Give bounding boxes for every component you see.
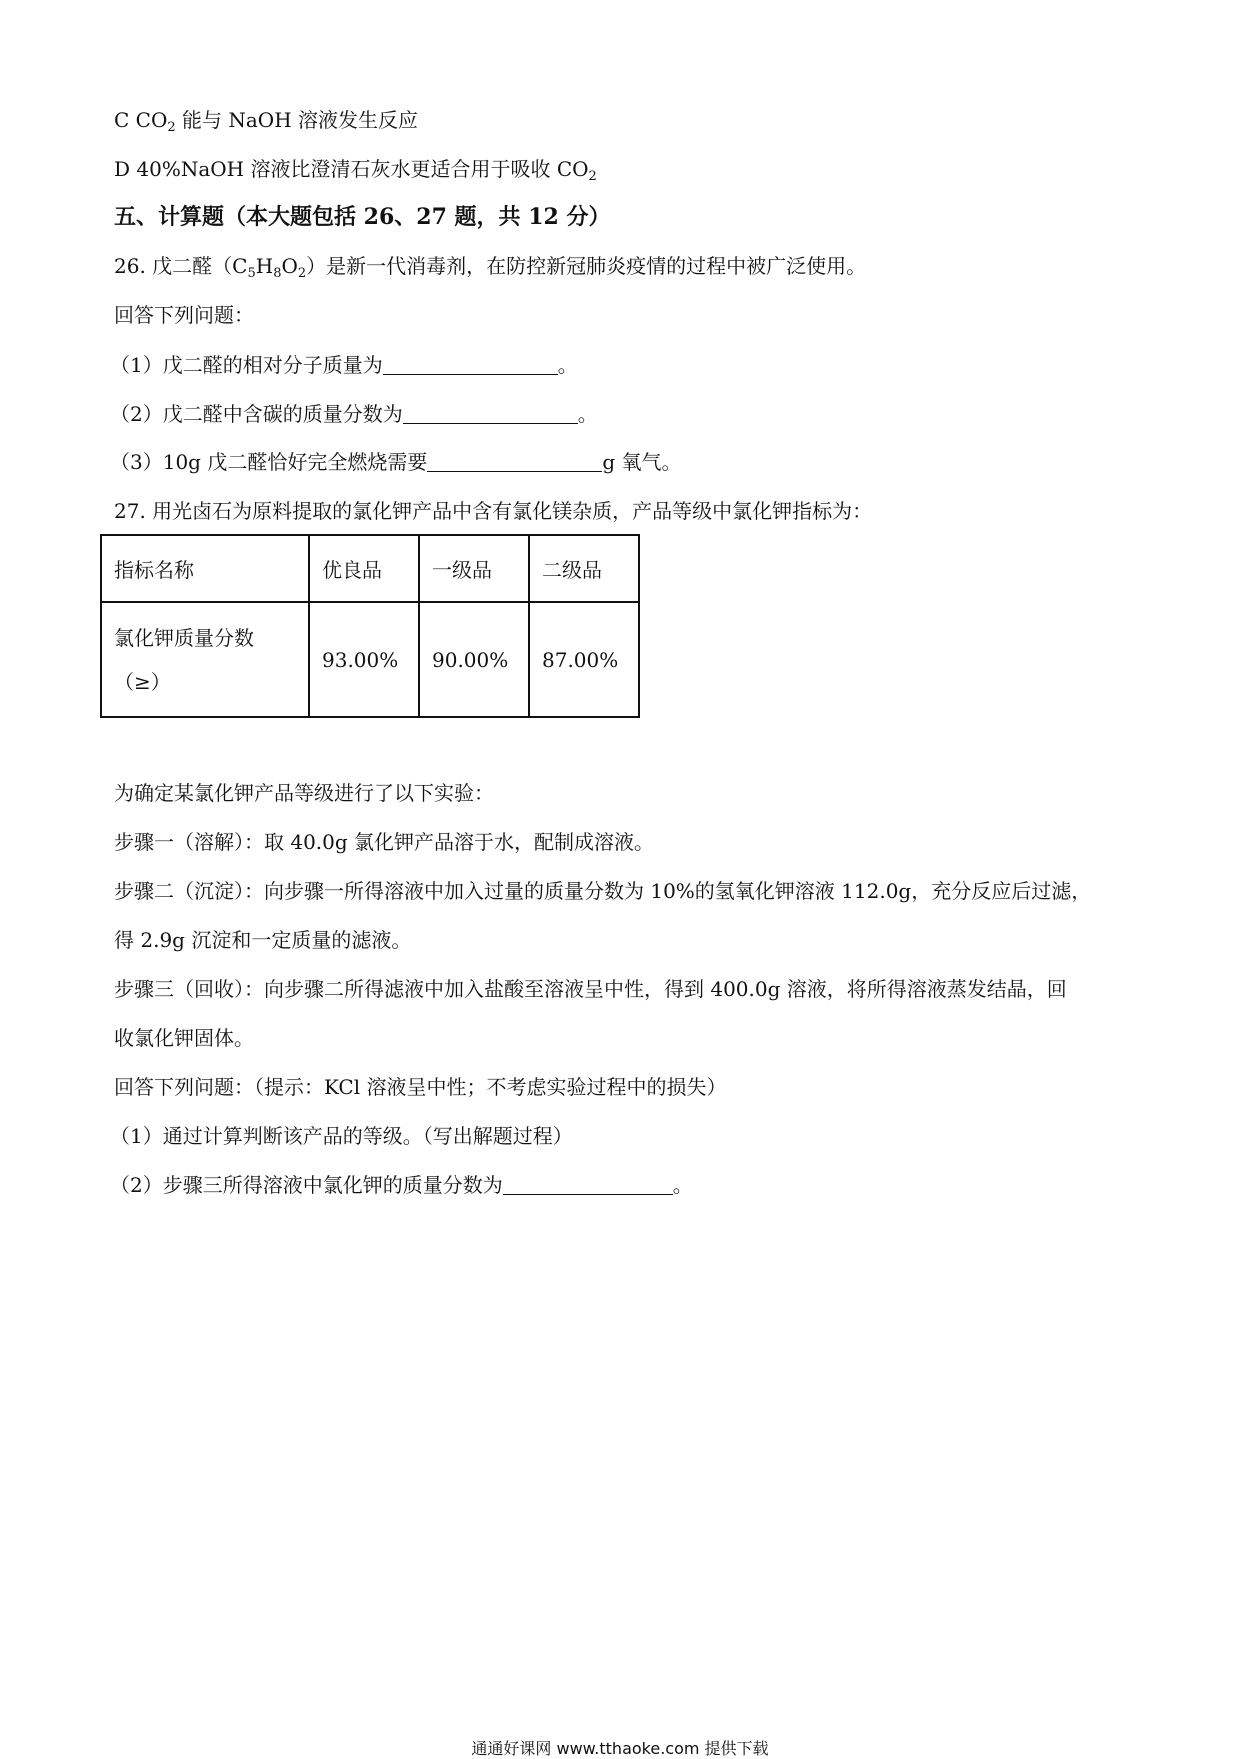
step-3-line-2: 收氯化钾固体。	[114, 1026, 254, 1050]
table-header-cell: 一级品	[419, 535, 529, 602]
question-27-intro: 27. 用光卤石为原料提取的氯化钾产品中含有氯化镁杂质，产品等级中氯化钾指标为：	[114, 499, 873, 523]
table-header-cell: 二级品	[529, 535, 639, 602]
answer-blank[interactable]	[383, 354, 558, 375]
question-26-part-1: （1）戊二醛的相对分子质量为 。	[110, 353, 578, 377]
step-3-line-1: 步骤三（回收）：向步骤二所得滤液中加入盐酸至溶液呈中性，得到 400.0g 溶液，将所得溶液蒸发结晶，回	[114, 977, 1067, 1001]
question-26-part-3: （3）10g 戊二醛恰好完全燃烧需要 g 氧气。	[110, 450, 682, 474]
step-2-line-1: 步骤二（沉淀）：向步骤一所得溶液中加入过量的质量分数为 10%的氢氧化钾溶液 112.0g，充分反应后过滤，	[114, 879, 1092, 903]
table-header-row	[101, 535, 639, 602]
table-cell: 87.00%	[529, 602, 639, 717]
question-26-intro: 26. 戊二醛$(C_5H_8O_2)$是新一代消毒剂，在防控新冠肺炎疫情的过程中被广泛使用。	[114, 254, 867, 281]
answer-blank[interactable]	[503, 1174, 673, 1195]
option-d: D 40%NaOH 溶液比澄清石灰水更适合用于吸收 $CO_2$	[114, 157, 597, 184]
experiment-intro: 为确定某氯化钾产品等级进行了以下实验：	[114, 781, 494, 805]
question-26-prompt: 回答下列问题：	[114, 303, 254, 327]
table-row-label: 氯化钾质量分数 （≥）	[101, 602, 309, 717]
question-27-part-1: （1）通过计算判断该产品的等级。（写出解题过程）	[110, 1124, 573, 1148]
table-header-cell: 优良品	[309, 535, 419, 602]
question-26-part-2: （2）戊二醛中含碳的质量分数为 。	[110, 402, 598, 426]
table-header-cell: 指标名称	[101, 535, 309, 602]
table-row	[101, 602, 639, 717]
section-title: 五、计算题（本大题包括 26、27 题，共 12 分）	[114, 204, 611, 230]
question-27-prompt: 回答下列问题：（提示：KCl 溶液呈中性；不考虑实验过程中的损失）	[114, 1075, 727, 1099]
step-1: 步骤一（溶解）：取 40.0g 氯化钾产品溶于水，配制成溶液。	[114, 830, 655, 854]
option-c: C $CO_2$ 能与 NaOH 溶液发生反应	[114, 108, 418, 135]
table-cell: 90.00%	[419, 602, 529, 717]
step-2-line-2: 得 2.9g 沉淀和一定质量的滤液。	[114, 928, 412, 952]
answer-blank[interactable]	[427, 451, 602, 472]
question-27-part-2: （2）步骤三所得溶液中氯化钾的质量分数为 。	[110, 1173, 693, 1197]
answer-blank[interactable]	[403, 403, 578, 424]
table-cell: 93.00%	[309, 602, 419, 717]
grade-table	[100, 534, 640, 718]
footer-text: 通通好课网 www.tthaoke.com 提供下载	[471, 1739, 769, 1758]
